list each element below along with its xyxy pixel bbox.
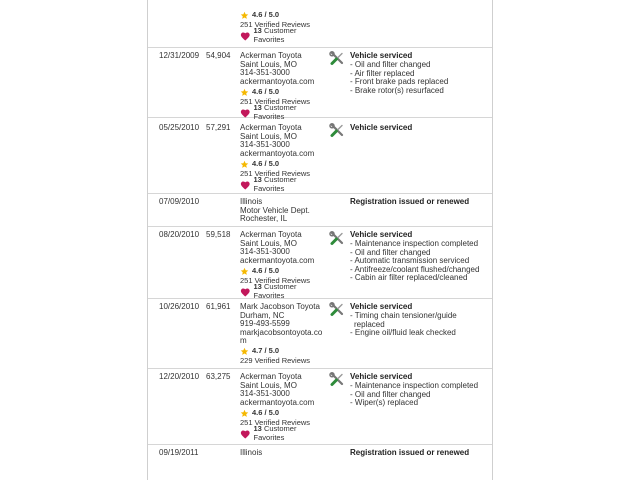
source-phone: 314-351-3000 (240, 68, 290, 77)
star-icon (240, 11, 249, 20)
dealer-rating (240, 266, 326, 276)
dealer-info (240, 123, 326, 193)
source-phone: 314-351-3000 (240, 389, 290, 398)
dealer-rating (240, 408, 326, 418)
source-info (240, 198, 326, 224)
source-name: Ackerman Toyota (240, 51, 302, 60)
history-row (148, 368, 492, 445)
service-item: - Oil and filter changed (350, 247, 431, 257)
wrench-screwdriver-icon (329, 51, 345, 67)
source-location: Durham, NC (240, 310, 285, 320)
service-item: - Brake rotor(s) resurfaced (350, 85, 444, 95)
record-details (350, 52, 490, 95)
source-info (240, 449, 326, 458)
customer-favorites (240, 424, 326, 442)
source-name: Ackerman Toyota (240, 372, 302, 381)
heart-icon (240, 287, 251, 297)
heart-icon (240, 31, 251, 41)
odometer-reading: 54,904 (206, 51, 231, 60)
record-details (350, 231, 490, 283)
heart-icon (240, 180, 251, 190)
favorites-label: Customer Favorites (253, 424, 297, 442)
record-title: Vehicle serviced (350, 123, 413, 132)
favorites-label: Customer Favorites (253, 26, 297, 44)
customer-favorites (240, 175, 326, 193)
record-title: Vehicle serviced (350, 51, 413, 60)
record-title: Vehicle serviced (350, 230, 413, 239)
service-item: - Front brake pads replaced (350, 77, 449, 86)
favorites-count: 13 (253, 175, 262, 184)
source-location: Saint Louis, MO (240, 131, 297, 141)
service-item: - Maintenance inspection completed (350, 381, 479, 390)
heart-icon (240, 108, 251, 118)
rating-value: 4.6 / 5.0 (252, 407, 280, 417)
rating-value: 4.6 / 5.0 (252, 86, 280, 96)
rating-value: 4.6 / 5.0 (252, 9, 280, 19)
service-item: - Timing chain tensioner/guide replaced (350, 311, 457, 329)
source-name: Illinois (240, 197, 263, 206)
odometer-reading: 57,291 (206, 123, 231, 132)
customer-favorites (240, 26, 326, 44)
rating-value: 4.7 / 5.0 (252, 346, 280, 356)
verified-reviews-link[interactable]: 251 Verified Reviews (240, 96, 311, 106)
heart-icon (240, 429, 251, 439)
record-details (350, 373, 490, 408)
source-department: Motor Vehicle Dept. (240, 205, 310, 215)
source-name: Mark Jacobson Toyota (240, 302, 320, 311)
record-details (350, 449, 490, 458)
record-date: 05/25/2010 (159, 123, 200, 132)
source-website-link[interactable]: ackermantoyota.com (240, 76, 315, 86)
star-icon (240, 409, 249, 418)
dealer-rating (240, 10, 326, 20)
rating-value: 4.6 / 5.0 (252, 158, 280, 168)
service-item: - Air filter replaced (350, 68, 415, 78)
record-date: 10/26/2010 (159, 302, 200, 311)
favorites-count: 13 (253, 103, 262, 112)
source-name: Ackerman Toyota (240, 123, 302, 132)
source-location: Saint Louis, MO (240, 59, 297, 69)
favorites-count: 13 (253, 282, 262, 291)
record-title: Vehicle serviced (350, 372, 413, 381)
record-date: 08/20/2010 (159, 230, 200, 239)
dealer-info (240, 372, 326, 442)
source-location: Saint Louis, MO (240, 380, 297, 390)
source-phone: 314-351-3000 (240, 140, 290, 149)
favorites-count: 13 (253, 26, 262, 35)
verified-reviews-link[interactable]: 251 Verified Reviews (240, 417, 311, 427)
history-row (148, 444, 492, 484)
dealer-info (240, 303, 326, 366)
source-name: Illinois (240, 448, 263, 457)
record-title: Registration issued or renewed (350, 448, 470, 457)
record-details (350, 198, 490, 207)
source-website-link[interactable]: ackermantoyota.com (240, 148, 315, 158)
source-phone: 919-493-5599 (240, 319, 290, 328)
source-location: Rochester, IL (240, 214, 288, 223)
customer-favorites (240, 103, 326, 121)
dealer-info (240, 9, 326, 44)
service-item: - Oil and filter changed (350, 60, 431, 69)
wrench-screwdriver-icon (329, 231, 345, 247)
history-row (148, 118, 492, 194)
record-date: 12/20/2010 (159, 372, 200, 381)
odometer-reading: 63,275 (206, 372, 231, 381)
wrench-screwdriver-icon (329, 123, 345, 139)
service-item: - Automatic transmission serviced (350, 256, 470, 265)
verified-reviews-link[interactable]: 251 Verified Reviews (240, 168, 311, 178)
source-phone: 314-351-3000 (240, 247, 290, 256)
service-item: - Engine oil/fluid leak checked (350, 328, 456, 337)
odometer-reading: 61,961 (206, 302, 231, 311)
history-row-partial (148, 0, 492, 48)
service-item: - Oil and filter changed (350, 389, 431, 399)
source-website-link[interactable]: ackermantoyota.com (240, 397, 315, 407)
history-row (148, 47, 492, 121)
record-date: 09/19/2011 (159, 448, 199, 457)
history-row (148, 298, 492, 369)
rating-value: 4.6 / 5.0 (252, 265, 280, 275)
star-icon (240, 88, 249, 97)
verified-reviews-link[interactable]: 251 Verified Reviews (240, 275, 311, 285)
record-date: 12/31/2009 (159, 51, 200, 60)
source-website-link[interactable]: markjacobsontoyota.co (240, 327, 323, 337)
service-item: - Antifreeze/coolant flushed/changed (350, 264, 480, 274)
record-details (350, 124, 490, 133)
source-location: Saint Louis, MO (240, 238, 297, 248)
record-title: Registration issued or renewed (350, 197, 470, 206)
favorites-label: Customer Favorites (253, 175, 297, 193)
source-name: Ackerman Toyota (240, 230, 302, 239)
verified-reviews-link[interactable]: 229 Verified Reviews (240, 356, 311, 365)
favorites-label: Customer Favorites (253, 282, 297, 300)
source-website-link-wrap[interactable]: m (240, 336, 247, 345)
source-website-link[interactable]: ackermantoyota.com (240, 255, 315, 265)
dealer-rating (240, 159, 326, 169)
dealer-info (240, 51, 326, 121)
odometer-reading: 59,518 (206, 230, 231, 239)
service-item: - Wiper(s) replaced (350, 398, 419, 407)
record-title: Vehicle serviced (350, 302, 413, 311)
vehicle-history-sheet (147, 0, 493, 480)
history-row (148, 227, 492, 299)
favorites-label: Customer Favorites (253, 103, 297, 121)
customer-favorites (240, 282, 326, 300)
dealer-info (240, 230, 326, 300)
record-date: 07/09/2010 (159, 197, 200, 206)
record-details (350, 303, 490, 338)
star-icon (240, 347, 249, 356)
history-row (148, 193, 492, 227)
service-item: - Cabin air filter replaced/cleaned (350, 273, 468, 282)
service-item: - Maintenance inspection completed (350, 239, 479, 248)
wrench-screwdriver-icon (329, 372, 345, 388)
dealer-rating (240, 87, 326, 97)
verified-reviews-link[interactable]: 251 Verified Reviews (240, 19, 311, 29)
star-icon (240, 160, 249, 169)
dealer-rating (240, 347, 326, 357)
wrench-screwdriver-icon (329, 302, 345, 318)
favorites-count: 13 (253, 424, 262, 433)
star-icon (240, 267, 249, 276)
